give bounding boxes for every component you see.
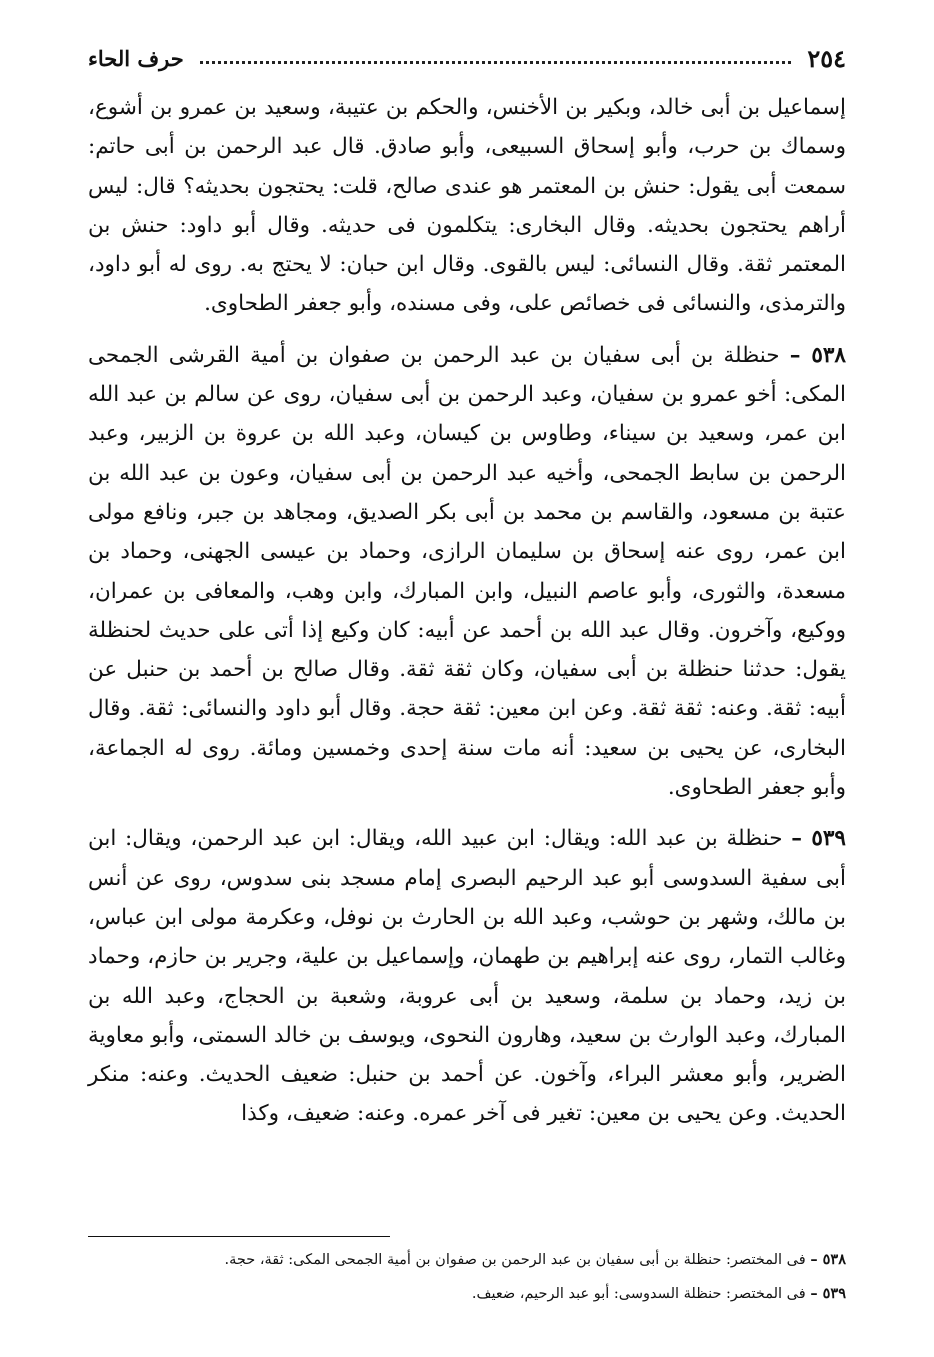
footnote-538 (88, 1250, 846, 1270)
footnote-text: فى المختصر: حنظلة السدوسى: أبو عبد الرحيم، ضعيف. (471, 1286, 806, 1302)
footnote-number: ٥٣٩ – (810, 1285, 846, 1302)
paragraph-text: حنظلة بن عبد الله: ويقال: ابن عبيد الله، ويقال: ابن عبد الرحمن، ويقال: ابن أبى سفية السدوسى أبو عبد الرحيم البصرى إمام مسجد بنى سدوس، روى عن أنس بن مالك، وشهر بن حوشب، وعبد الله بن الحارث بن نوفل، وعكرمة مولى ابن عباس، وغالب التمار، روى عنه إبراهيم بن طهمان، وإسماعيل بن علية، وجرير بن حازم، وحماد بن زيد، وحماد بن سلمة، وسعيد بن أبى عروبة، وشعبة بن الحجاج، وعبد الله بن المبارك، وعبد الوارث بن سعيد، وهارون النحوى، ويوسف بن خالد السمتى، وأبو معاوية الضرير، وأبو معشر البراء، وآخون. عن أحمد بن حنبل: ضعيف الحديث. وعنه: منكر الحديث. وعن يحيى بن معين: تغير فى آخر عمره. وعنه: ضعيف، وكذا (88, 826, 846, 1127)
page-number: ٢٥٤ (807, 43, 846, 73)
paragraph-continuation (88, 88, 846, 324)
paragraph-text: حنظلة بن أبى سفيان بن عبد الرحمن بن صفوان بن أمية القرشى الجمحى المكى: أخو عمرو بن سفيان، وعبد الرحمن بن أبى سفيان، روى عن سالم بن عبد الله ابن عمر، وسعيد بن سيناء، وطاوس بن كيسان، وعبد الله بن عروة بن الزبير، وعبد الرحمن بن سابط الجمحى، وأخيه عبد الرحمن بن أبى سفيان، وعون بن عبد الله بن عتبة بن مسعود، والقاسم بن محمد بن أبى بكر الصديق، ومجاهد بن جبر، ونافع مولى ابن عمر، روى عنه إسحاق بن سليمان الرازى، وحماد بن عيسى الجهنى، وحماد بن مسعدة، والثورى، وأبو عاصم النبيل، وابن المبارك، وابن وهب، والمعافى بن عمران، ووكيع، وآخرون. وقال عبد الله بن أحمد عن أبيه: كان وكيع إذا أتى على حديث لحنظلة يقول: حدثنا حنظلة بن أبى سفيان، وكان ثقة ثقة. وقال صالح بن أحمد بن حنبل عن أبيه: ثقة. وعنه: ثقة ثقة. وعن ابن معين: ثقة حجة. وقال أبو داود والنسائى: ثقة. وقال البخارى، عن يحيى بن سعيد: أنه مات سنة إحدى وخمسين ومائة. روى له الجماعة، وأبو جعفر الطحاوى. (88, 342, 846, 801)
footnotes (88, 1250, 846, 1318)
footnote-539 (88, 1284, 846, 1304)
footnote-text: فى المختصر: حنظلة بن أبى سفيان بن عبد الرحمن بن صفوان بن أمية الجمحى المكى: ثقة، حجة. (224, 1252, 806, 1268)
header-dotted-leader (200, 61, 792, 64)
paragraph-text: إسماعيل بن أبى خالد، وبكير بن الأخنس، والحكم بن عتيبة، وسعيد بن عمرو بن أشوع، وسماك بن حرب، وأبو إسحاق السبيعى، وأبو صادق. قال عبد الرحمن بن أبى حاتم: سمعت أبى يقول: حنش بن المعتمر هو عندى صالح، قلت: يحتجون بحديثه؟ قال: ليس أراهم يحتجون بحديثه. وقال البخارى: يتكلمون فى حديثه. وقال أبو داود: حنش بن المعتمر ثقة. وقال النسائى: ليس بالقوى. وقال ابن حبان: لا يحتج به. روى له أبو داود، والترمذى، والنسائى فى خصائص على، وفى مسنده، وأبو جعفر الطحاوى. (88, 95, 846, 317)
page-header (88, 38, 846, 78)
entry-number: ٥٣٩ – (791, 826, 846, 852)
running-title: حرف الحاء (88, 45, 184, 71)
entry-538 (88, 336, 846, 808)
entry-539 (88, 819, 846, 1133)
entry-number: ٥٣٨ – (789, 342, 846, 368)
main-text (88, 88, 846, 1134)
footnote-number: ٥٣٨ – (810, 1251, 846, 1268)
footnote-separator (88, 1236, 390, 1237)
